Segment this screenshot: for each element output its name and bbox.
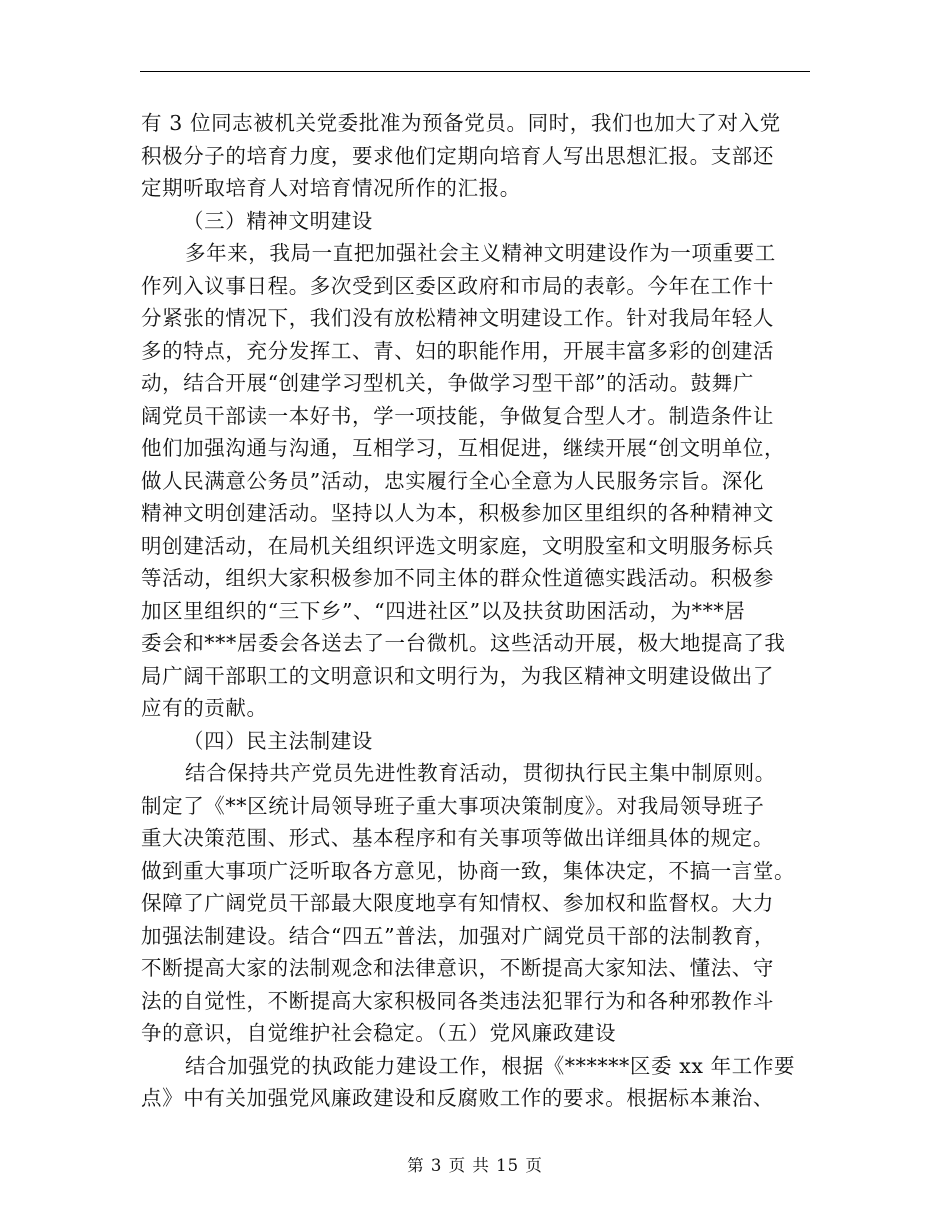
text-line: 等活动，组织大家积极参加不同主体的群众性道德实践活动。积极参 xyxy=(141,566,774,590)
text-line: 做人民满意公务员”活动，忠实履行全心全意为人民服务宗旨。深化 xyxy=(141,468,764,493)
section-heading-3: （三）精神文明建设 xyxy=(183,208,373,233)
text-line: 结合加强党的执政能力建设工作，根据《******区委 xx 年工作要 xyxy=(185,1053,796,1078)
text-line: 法的自觉性，不断提高大家积极同各类违法犯罪行为和各种邪教作斗 xyxy=(141,988,774,1013)
page-footer xyxy=(0,1152,950,1176)
text-line: 阔党员干部读一本好书，学一项技能，争做复合型人才。制造条件让 xyxy=(141,403,774,428)
text-line: 委会和***居委会各送去了一台微机。这些活动开展，极大地提高了我 xyxy=(141,631,786,655)
text-line: 定期听取培育人对培育情况所作的汇报。 xyxy=(141,176,521,200)
text-line: 明创建活动，在局机关组织评选文明家庭，文明股室和文明服务标兵 xyxy=(141,533,774,558)
page-number: 第 3 页 共 15 页 xyxy=(407,1156,543,1175)
text-line: 制定了《**区统计局领导班子重大事项决策制度》。对我局领导班子 xyxy=(141,793,765,818)
text-line: 应有的贡献。 xyxy=(141,696,268,720)
text-line: 结合保持共产党员先进性教育活动，贯彻执行民主集中制原则。 xyxy=(185,761,776,785)
text-line: 分紧张的情况下，我们没有放松精神文明建设工作。针对我局年轻人 xyxy=(141,306,774,330)
text-line: 局广阔干部职工的文明意识和文明行为，为我区精神文明建设做出了 xyxy=(141,663,774,688)
text-line: 精神文明创建活动。坚持以人为本，积极参加区里组织的各种精神文 xyxy=(141,501,774,525)
text-line: 作列入议事日程。多次受到区委区政府和市局的表彰。今年在工作十 xyxy=(141,273,774,298)
text-line: 他们加强沟通与沟通，互相学习，互相促进，继续开展“创文明单位， xyxy=(141,436,786,460)
text-line: 争的意识，自觉维护社会稳定。（五）党风廉政建设 xyxy=(141,1021,617,1045)
section-heading-4: （四）民主法制建设 xyxy=(183,728,373,753)
text-line: 保障了广阔党员干部最大限度地享有知情权、参加权和监督权。大力 xyxy=(141,891,774,915)
text-line: 多年来，我局一直把加强社会主义精神文明建设作为一项重要工 xyxy=(185,241,776,265)
text-line: 动，结合开展“创建学习型机关，争做学习型干部”的活动。鼓舞广 xyxy=(141,371,754,395)
text-line: 重大决策范围、形式、基本程序和有关事项等做出详细具体的规定。 xyxy=(141,826,774,850)
text-line: 有 3 位同志被机关党委批准为预备党员。同时，我们也加大了对入党 xyxy=(141,111,781,135)
header-rule xyxy=(140,71,810,72)
text-line: 多的特点，充分发挥工、青、妇的职能作用，开展丰富多彩的创建活 xyxy=(141,338,774,363)
text-line: 不断提高大家的法制观念和法律意识，不断提高大家知法、懂法、守 xyxy=(141,956,774,980)
text-line: 做到重大事项广泛听取各方意见，协商一致，集体决定，不搞一言堂。 xyxy=(141,858,796,883)
text-line: 加强法制建设。结合“四五”普法，加强对广阔党员干部的法制教育， xyxy=(141,923,776,948)
text-line: 点》中有关加强党风廉政建设和反腐败工作的要求。根据标本兼治、 xyxy=(141,1086,774,1110)
text-line: 加区里组织的“三下乡”、“四进社区”以及扶贫助困活动，为***居 xyxy=(141,598,746,623)
body-text xyxy=(141,107,811,1115)
text-line: 积极分子的培育力度，要求他们定期向培育人写出思想汇报。支部还 xyxy=(141,143,774,168)
